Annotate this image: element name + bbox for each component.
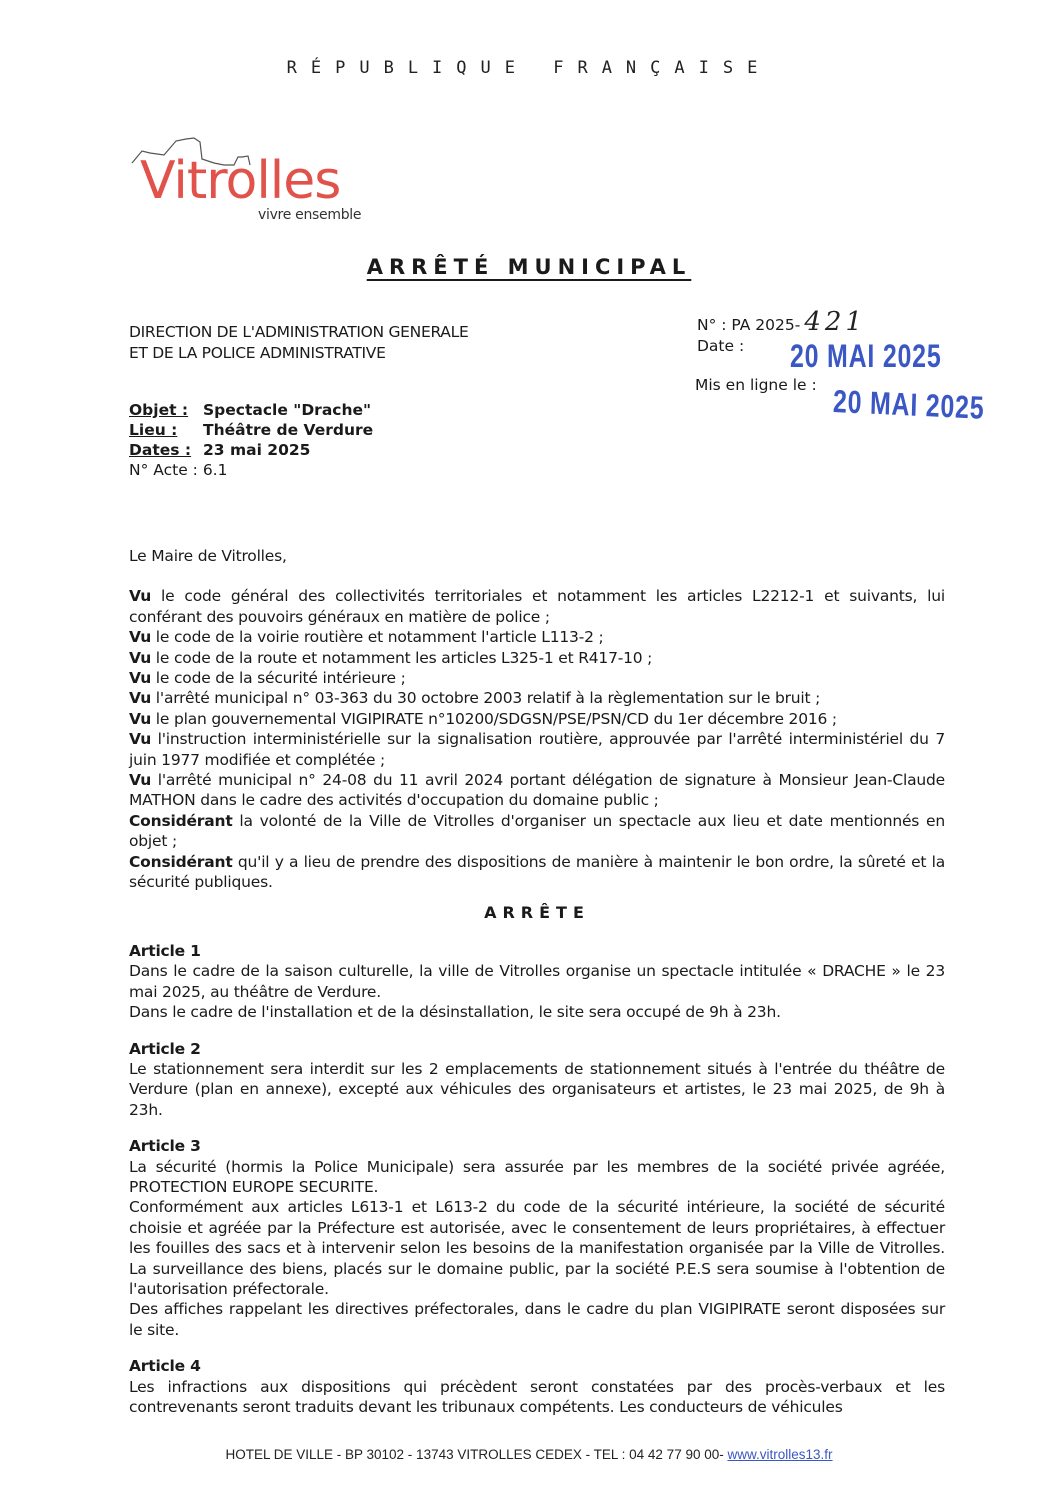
preamble-item bbox=[129, 852, 945, 893]
preamble-lead: Vu bbox=[129, 669, 152, 688]
preamble-text: la volonté de la Ville de Vitrolles d'organiser un spectacle aux lieu et date mentionnés en objet ; bbox=[129, 811, 945, 851]
articles-list bbox=[129, 941, 945, 1418]
preamble-text: l'instruction interministérielle sur la signalisation routière, approuvée par l'arrêté interministériel du 7 juin 1977 modifiée et complétée ; bbox=[129, 730, 945, 769]
preamble-lead: Vu bbox=[129, 730, 152, 749]
online-date-stamp: 20 MAI 2025 bbox=[832, 383, 985, 426]
subject-block bbox=[129, 400, 373, 480]
preamble-item bbox=[129, 770, 945, 811]
reference-number-label: N° : PA 2025- bbox=[697, 316, 801, 334]
website-link[interactable]: www.vitrolles13.fr bbox=[727, 1447, 833, 1462]
preamble-text: le code de la route et notamment les articles L325-1 et R417-10 ; bbox=[151, 648, 653, 667]
preamble-text: qu'il y a lieu de prendre des dispositions de manière à maintenir le bon ordre, la sûreté et la sécurité publiques. bbox=[129, 852, 945, 892]
article-title: Article 4 bbox=[129, 1357, 201, 1376]
article bbox=[129, 1136, 945, 1340]
vitrolles-logo bbox=[130, 133, 390, 233]
article-paragraph: Conformément aux articles L613-1 et L613-2 du code de la sécurité intérieure, la société de sécurité choisie et agréée par la Préfecture est autorisée, avec le consentement de leurs propriétaires, à effectuer les fouilles des sacs et à intervenir selon les besoins de la manifestation organisée par la Ville de Vitrolles. La surveillance des biens, placés sur le domaine public, par la société P.E.S sera soumise à l'obtention de l'autorisation préfectorale. bbox=[129, 1198, 945, 1298]
republique-heading: RÉPUBLIQUE FRANÇAISE bbox=[286, 58, 772, 78]
direction-line-2: ET DE LA POLICE ADMINISTRATIVE bbox=[129, 344, 386, 362]
preamble-lead: Considérant bbox=[129, 811, 233, 830]
article-paragraph: Dans le cadre de l'installation et de la désinstallation, le site sera occupé de 9h à 23h. bbox=[129, 1003, 781, 1022]
logo-wordmark: Vitrolles bbox=[140, 151, 341, 211]
lieu-label: Lieu : bbox=[129, 421, 178, 439]
preamble-item bbox=[129, 709, 945, 729]
article-title: Article 3 bbox=[129, 1137, 201, 1156]
preamble-item bbox=[129, 811, 945, 852]
direction-line-1: DIRECTION DE L'ADMINISTRATION GENERALE bbox=[129, 323, 469, 341]
article bbox=[129, 1356, 945, 1417]
preamble-lead: Vu bbox=[129, 628, 152, 647]
preamble-text: le code général des collectivités territoriales et notamment les articles L2212-1 et suivants, lui conférant des pouvoirs généraux en matière de police ; bbox=[129, 587, 945, 626]
preamble-text: le code de la voirie routière et notamment l'article L113-2 ; bbox=[151, 628, 604, 647]
direction-block bbox=[129, 322, 468, 364]
article bbox=[129, 1039, 945, 1121]
preamble-lead: Vu bbox=[129, 587, 152, 606]
preamble-text: l'arrêté municipal n° 03-363 du 30 octobre 2003 relatif à la règlementation sur le bruit ; bbox=[151, 689, 821, 708]
lieu-value: Théâtre de Verdure bbox=[203, 421, 374, 439]
article-title: Article 1 bbox=[129, 941, 201, 960]
date-stamp: 20 MAI 2025 bbox=[790, 338, 942, 374]
document-body bbox=[129, 546, 945, 1417]
logo-tagline: vivre ensemble bbox=[258, 207, 362, 223]
preamble-item bbox=[129, 586, 945, 627]
preamble-lead: Vu bbox=[129, 689, 152, 708]
preamble-item bbox=[129, 668, 945, 688]
preamble-text: le plan gouvernemental VIGIPIRATE n°10200/SDGSN/PSE/PSN/CD du 1er décembre 2016 ; bbox=[151, 709, 837, 728]
article-paragraph: Les infractions aux dispositions qui précèdent seront constatées par des procès-verbaux et les contrevenants seront traduits devant les tribunaux compétents. Les conducteurs de véhicules bbox=[129, 1377, 945, 1417]
preamble-lead: Vu bbox=[129, 709, 152, 728]
preamble-lead: Vu bbox=[129, 771, 152, 790]
footer-address: HOTEL DE VILLE - BP 30102 - 13743 VITROLLES CEDEX - TEL : 04 42 77 90 00- bbox=[225, 1447, 728, 1462]
acte-number: N° Acte : 6.1 bbox=[129, 461, 228, 479]
dates-label: Dates : bbox=[129, 441, 192, 459]
date-label: Date : bbox=[697, 337, 745, 355]
article bbox=[129, 941, 945, 1023]
preamble-list bbox=[129, 586, 945, 892]
dates-value: 23 mai 2025 bbox=[203, 441, 311, 459]
footer bbox=[0, 1447, 1058, 1462]
preamble-item bbox=[129, 688, 945, 708]
preamble-item bbox=[129, 729, 945, 770]
preamble-lead: Vu bbox=[129, 648, 152, 667]
preamble-item bbox=[129, 627, 945, 647]
article-paragraph: Dans le cadre de la saison culturelle, la ville de Vitrolles organise un spectacle intitulée « DRACHE » le 23 mai 2025, au théâtre de Verdure. bbox=[129, 962, 945, 1001]
document-title: ARRÊTÉ MUNICIPAL bbox=[366, 255, 692, 279]
opening-line: Le Maire de Vitrolles, bbox=[129, 547, 287, 565]
preamble-lead: Considérant bbox=[129, 852, 233, 871]
decision-heading: ARRÊTE bbox=[484, 902, 590, 922]
online-label: Mis en ligne le : bbox=[695, 376, 817, 394]
article-paragraph: La sécurité (hormis la Police Municipale) sera assurée par les membres de la société privée agréée, PROTECTION EUROPE SECURITE. bbox=[129, 1157, 945, 1196]
reference-number-handwritten: 421 bbox=[804, 307, 866, 337]
objet-label: Objet : bbox=[129, 401, 189, 419]
preamble-text: l'arrêté municipal n° 24-08 du 11 avril 2024 portant délégation de signature à Monsieur Jean-Claude MATHON dans le cadre des activités d'occupation du domaine public ; bbox=[129, 771, 945, 810]
article-paragraph: Des affiches rappelant les directives préfectorales, dans le cadre du plan VIGIPIRATE seront disposées sur le site. bbox=[129, 1300, 945, 1339]
preamble-text: le code de la sécurité intérieure ; bbox=[151, 669, 406, 688]
preamble-item bbox=[129, 648, 945, 668]
objet-value: Spectacle "Drache" bbox=[203, 401, 372, 419]
article-paragraph: Le stationnement sera interdit sur les 2 emplacements de stationnement situés à l'entrée du théâtre de Verdure (plan en annexe), excepté aux véhicules des organisateurs et artistes, le 23 mai 2025, de 9h à 23h. bbox=[129, 1059, 945, 1119]
article-title: Article 2 bbox=[129, 1039, 201, 1058]
